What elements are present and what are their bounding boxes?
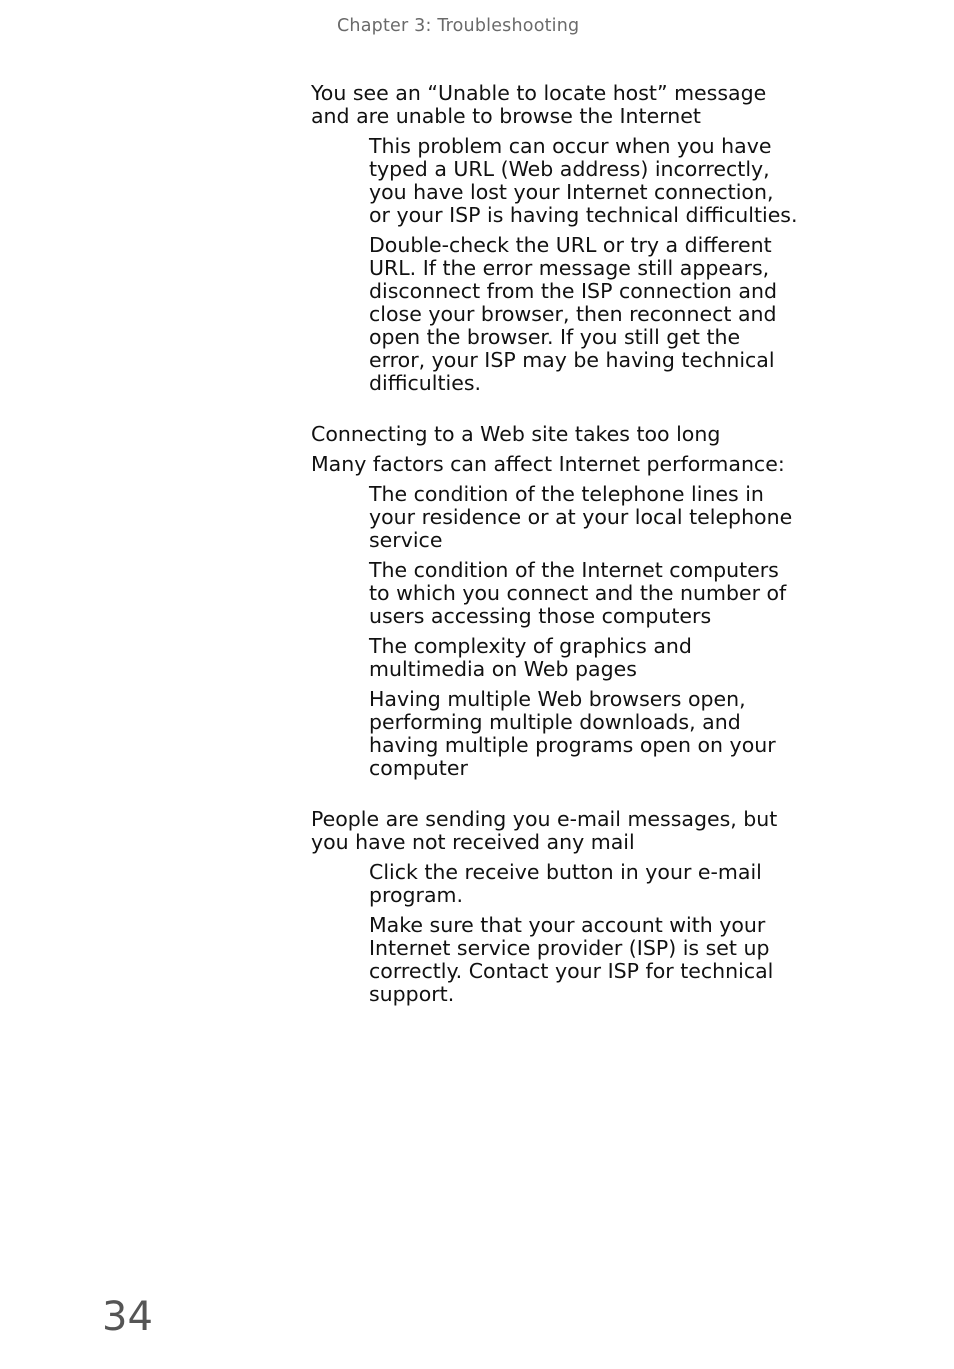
text-line: service bbox=[369, 528, 443, 552]
section-heading-email-not-received bbox=[311, 808, 777, 854]
text-line: disconnect from the ISP connection and bbox=[369, 279, 777, 303]
text-line: support. bbox=[369, 982, 455, 1006]
text-line: Click the receive button in your e-mail bbox=[369, 860, 762, 884]
paragraph-isp-account bbox=[369, 914, 773, 1006]
text-line: The complexity of graphics and bbox=[369, 634, 692, 658]
paragraph-telephone-lines bbox=[369, 483, 792, 552]
heading-line: and are unable to browse the Internet bbox=[311, 104, 701, 128]
text-line: Many factors can affect Internet performance: bbox=[311, 452, 785, 476]
text-line: This problem can occur when you have bbox=[369, 134, 772, 158]
text-line: multimedia on Web pages bbox=[369, 657, 637, 681]
text-line: close your browser, then reconnect and bbox=[369, 302, 777, 326]
page-number: 34 bbox=[102, 1294, 153, 1340]
text-line: computer bbox=[369, 756, 468, 780]
text-line: program. bbox=[369, 883, 464, 907]
text-line: performing multiple downloads, and bbox=[369, 710, 741, 734]
heading-line: Connecting to a Web site takes too long bbox=[311, 422, 721, 446]
text-line: your residence or at your local telephone bbox=[369, 505, 793, 529]
text-line: to which you connect and the number of bbox=[369, 581, 787, 605]
text-line: or your ISP is having technical difficulties. bbox=[369, 203, 798, 227]
heading-line: you have not received any mail bbox=[311, 830, 635, 854]
section-heading-unable-to-locate-host bbox=[311, 82, 766, 128]
text-line: Having multiple Web browsers open, bbox=[369, 687, 746, 711]
text-line: Internet service provider (ISP) is set up bbox=[369, 936, 770, 960]
paragraph-double-check-url bbox=[369, 234, 777, 395]
paragraph-problem-cause bbox=[369, 135, 798, 227]
heading-line: People are sending you e-mail messages, but bbox=[311, 807, 778, 831]
heading-line: You see an “Unable to locate host” message bbox=[311, 81, 767, 105]
text-line: you have lost your Internet connection, bbox=[369, 180, 774, 204]
text-line: difficulties. bbox=[369, 371, 482, 395]
running-header: Chapter 3: Troubleshooting bbox=[337, 16, 580, 36]
text-line: Double-check the URL or try a different bbox=[369, 233, 772, 257]
text-line: The condition of the telephone lines in bbox=[369, 482, 764, 506]
section-heading-web-site-slow bbox=[311, 423, 720, 446]
text-line: correctly. Contact your ISP for technical bbox=[369, 959, 774, 983]
intro-internet-performance bbox=[311, 453, 785, 476]
text-line: The condition of the Internet computers bbox=[369, 558, 779, 582]
paragraph-internet-computers bbox=[369, 559, 786, 628]
paragraph-multiple-browsers bbox=[369, 688, 776, 780]
text-line: open the browser. If you still get the bbox=[369, 325, 741, 349]
text-line: URL. If the error message still appears, bbox=[369, 256, 770, 280]
paragraph-graphics-complexity bbox=[369, 635, 692, 681]
text-line: typed a URL (Web address) incorrectly, bbox=[369, 157, 770, 181]
paragraph-receive-button bbox=[369, 861, 762, 907]
text-line: users accessing those computers bbox=[369, 604, 712, 628]
text-line: Make sure that your account with your bbox=[369, 913, 766, 937]
text-line: having multiple programs open on your bbox=[369, 733, 776, 757]
text-line: error, your ISP may be having technical bbox=[369, 348, 775, 372]
